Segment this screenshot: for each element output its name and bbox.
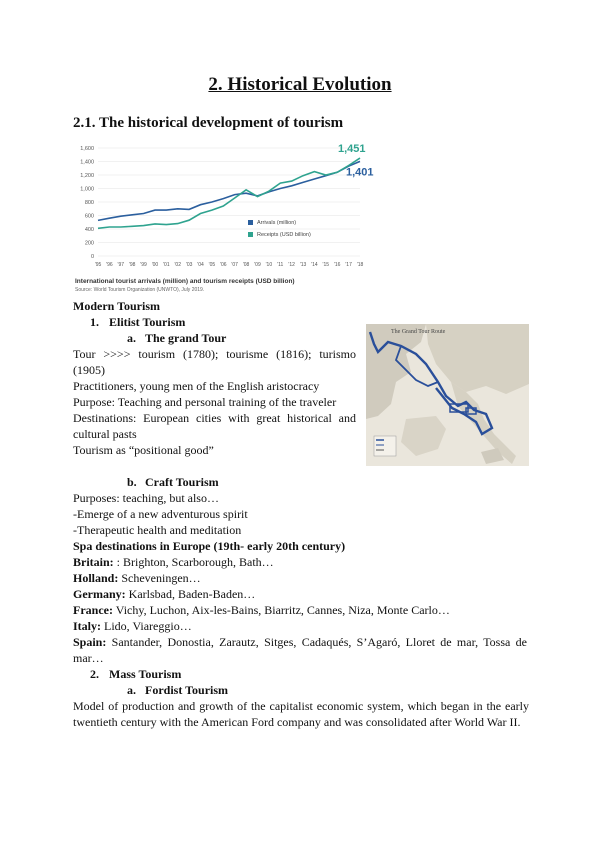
fordist-heading: Fordist Tourism — [145, 683, 229, 697]
section-subtitle: 2.1. The historical development of tourism — [73, 115, 344, 131]
spa-france — [73, 602, 450, 618]
series-line — [98, 158, 360, 228]
spa-places: Scheveningen… — [118, 571, 201, 585]
craft-heading: Craft Tourism — [145, 475, 219, 489]
elitist-number: 1. — [90, 315, 99, 329]
positional-good-text: Tourism as “positional good” — [73, 443, 214, 457]
mass-number: 2. — [90, 667, 99, 681]
practitioners-text: Practitioners, young men of the English aristocracy — [73, 379, 320, 393]
x-tick-label: '11 — [277, 262, 284, 268]
x-tick-label: '10 — [265, 262, 273, 268]
spa-country: France: — [73, 603, 113, 617]
legend-label: Arrivals (million) — [257, 220, 297, 226]
legend-label: Receipts (USD billion) — [257, 232, 311, 238]
x-tick-label: '99 — [140, 262, 147, 268]
craft-letter: b. — [127, 475, 137, 489]
spa-italy — [73, 618, 192, 634]
spa-places: Lido, Viareggio… — [101, 619, 192, 633]
y-tick-label: 600 — [84, 213, 94, 220]
y-tick-label: 1,600 — [80, 146, 94, 152]
spa-places: : Brighton, Scarborough, Bath… — [113, 555, 274, 569]
x-tick-label: '01 — [163, 262, 170, 268]
spa-places: Karlsbad, Baden-Baden… — [125, 587, 256, 601]
adventurous-text: -Emerge of a new adventurous spirit — [73, 507, 248, 521]
x-tick-label: '08 — [242, 262, 250, 268]
spa-germany — [73, 586, 255, 602]
destinations-text: Destinations: European cities with great historical and cultural pasts — [73, 411, 356, 441]
y-tick-label: 400 — [84, 227, 94, 233]
x-tick-label: '17 — [345, 262, 352, 268]
spa-places: Vichy, Luchon, Aix-les-Bains, Biarritz, Cannes, Niza, Monte Carlo… — [112, 603, 450, 617]
x-tick-label: '07 — [231, 262, 238, 268]
spa-heading: Spa destinations in Europe (19th- early 20th century) — [73, 539, 346, 553]
y-tick-label: 200 — [84, 240, 94, 247]
x-tick-label: '98 — [128, 262, 136, 268]
x-tick-label: '02 — [174, 262, 182, 268]
spa-spain — [73, 634, 527, 666]
y-tick-label: 1,000 — [80, 186, 94, 193]
y-tick-label: 0 — [90, 254, 94, 260]
tourism-line-chart — [70, 140, 374, 272]
y-tick-label: 800 — [84, 200, 94, 206]
spa-places: Santander, Donostia, Zarautz, Sitges, Cadaqués, S’Agaró, Lloret de mar, Tossa de mar… — [73, 635, 527, 665]
therapeutic-text: -Therapeutic health and meditation — [73, 523, 242, 537]
mass-heading: Mass Tourism — [109, 667, 182, 681]
x-tick-label: '96 — [106, 262, 113, 268]
chart-source: Source: World Tourism Organization (UNWTO), July 2019. — [75, 287, 205, 293]
legend-swatch — [248, 220, 253, 225]
map-title: The Grand Tour Route — [391, 329, 446, 335]
receipts-end-label: 1,451 — [338, 143, 366, 156]
x-tick-label: '15 — [322, 262, 330, 268]
x-tick-label: '04 — [197, 262, 204, 268]
grand-tour-map — [366, 324, 529, 466]
spa-country: Italy: — [73, 619, 101, 633]
x-tick-label: '95 — [94, 262, 102, 268]
x-tick-label: '05 — [208, 262, 216, 268]
purpose-text: Purpose: Teaching and personal training of the traveler — [73, 395, 337, 409]
grand-tour-letter: a. — [127, 331, 136, 345]
x-tick-label: '06 — [220, 262, 227, 268]
spa-country: Holland: — [73, 571, 119, 585]
spa-country: Britain: — [73, 555, 114, 569]
elitist-heading: Elitist Tourism — [109, 315, 186, 329]
grand-tour-heading: The grand Tour — [145, 331, 227, 345]
x-tick-label: '13 — [299, 262, 307, 268]
arrivals-end-label: 1,401 — [346, 166, 374, 179]
y-tick-label: 1,400 — [80, 159, 94, 166]
spa-country: Spain: — [73, 635, 107, 649]
page-title: 2. Historical Evolution — [208, 74, 392, 95]
chart-caption: International tourist arrivals (million) and tourism receipts (USD billion) — [75, 278, 295, 285]
x-tick-label: '16 — [333, 262, 341, 268]
tour-etymology: Tour >>>> tourism (1780); tourisme (1816); turismo (1905) — [73, 347, 356, 377]
spa-britain — [73, 554, 274, 570]
x-tick-label: '03 — [185, 262, 193, 268]
purposes-text: Purposes: teaching, but also… — [73, 491, 219, 505]
x-tick-label: '09 — [254, 262, 261, 268]
x-tick-label: '12 — [288, 262, 295, 268]
x-tick-label: '14 — [311, 262, 318, 268]
x-tick-label: '97 — [117, 262, 125, 268]
series-line — [98, 161, 360, 220]
y-tick-label: 1,200 — [80, 173, 94, 179]
fordist-text: Model of production and growth of the capitalist economic system, which began in the early twentieth century with the American Ford company and was consolidated after World War II. — [73, 699, 529, 729]
spa-holland — [73, 570, 201, 586]
spa-country: Germany: — [73, 587, 126, 601]
x-tick-label: '18 — [356, 262, 364, 268]
modern-tourism-heading: Modern Tourism — [73, 299, 161, 313]
legend-swatch — [248, 232, 253, 237]
fordist-letter: a. — [127, 683, 136, 697]
x-tick-label: '00 — [151, 262, 159, 268]
